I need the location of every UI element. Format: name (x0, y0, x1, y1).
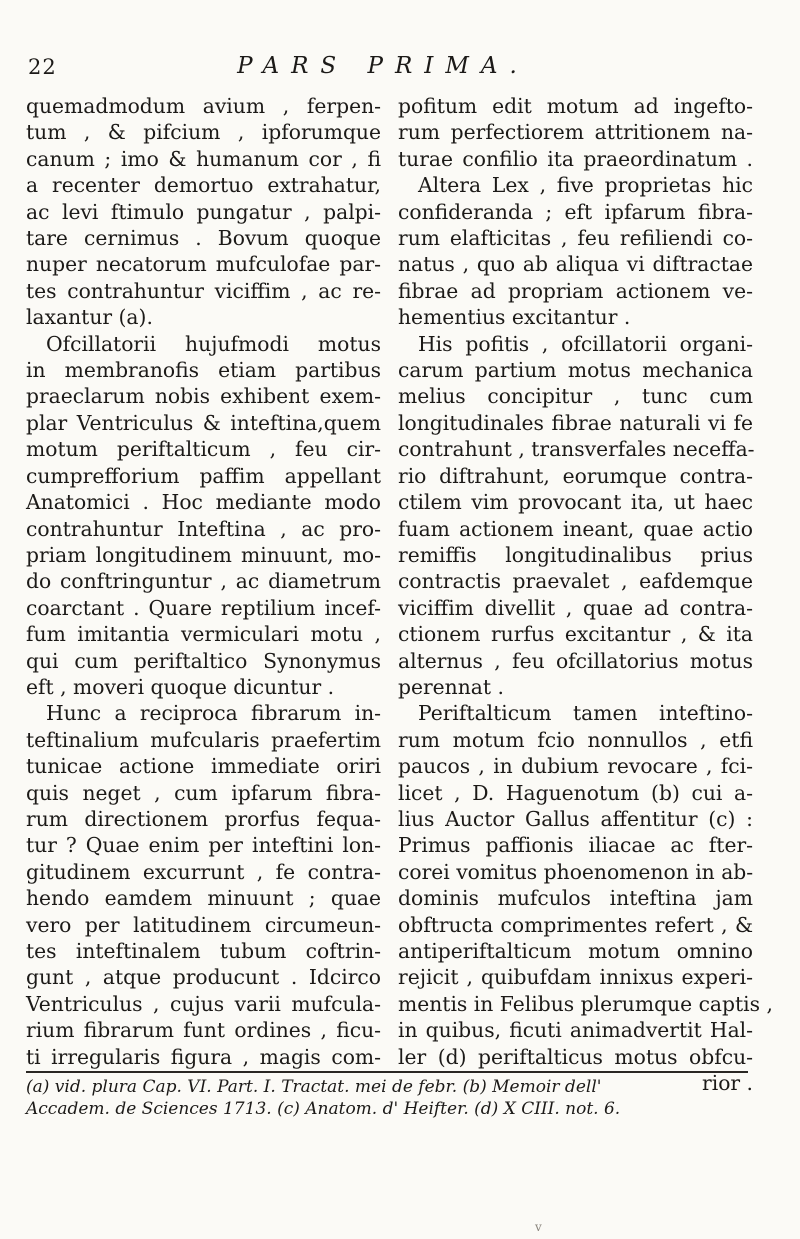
text-line: remiffis longitudinalibus prius (398, 542, 753, 567)
text-line: rum perfectiorem attritionem na- (398, 120, 753, 145)
text-line: obftructa comprimentes refert , & (398, 912, 753, 937)
text-line: tes inteftinalem tubum coftrin- (26, 939, 381, 963)
text-line: Ventriculus , cujus varii mufcula- (26, 991, 381, 1016)
text-line: mentis in Felibus plerumque captis , (398, 991, 773, 1016)
text-line: priam longitudinem minuunt, mo- (26, 542, 381, 567)
text-line: melius concipitur , tunc cum (398, 384, 753, 409)
text-line: tur ? Quae enim per inteftini lon- (26, 833, 381, 858)
text-line: in quibus, ficuti animadvertit Hal- (398, 1018, 753, 1043)
footnote-rule (26, 1071, 748, 1073)
footnotes (26, 1076, 754, 1120)
text-line: Altera Lex , five proprietas hic (418, 173, 753, 198)
right-column (398, 93, 773, 1096)
text-line: Primus paffionis iliacae ac fter- (398, 833, 753, 858)
text-line: tes contrahuntur viciffim , ac re- (26, 278, 381, 303)
text-line: rior . (702, 1071, 753, 1096)
text-line: His pofitis , ofcillatorii organi- (418, 331, 753, 356)
text-line: contrahunt , transverfales neceffa- (398, 437, 755, 462)
text-line: paucos , in dubium revocare , fci- (398, 754, 753, 779)
text-line: fum imitantia vermiculari motu , (26, 622, 381, 647)
text-line: contractis praevalet , eafdemque (398, 569, 753, 594)
page-header (28, 55, 748, 87)
text-line: Hunc a reciproca fibrarum in- (46, 701, 381, 726)
text-line: quemadmodum avium , ferpen- (26, 94, 381, 118)
text-line: rio diftrahunt, eorumque contra- (398, 463, 753, 488)
text-line: carum partium motus mechanica (398, 358, 753, 383)
text-line: gitudinem excurrunt , fe contra- (26, 859, 381, 884)
text-line: laxantur (a). (26, 305, 153, 330)
text-line: eft , moveri quoque dicuntur . (26, 674, 335, 699)
text-line: longitudinales fibrae naturali vi fe (398, 410, 753, 435)
text-line: in membranofis etiam partibus (26, 358, 381, 383)
text-line: rum directionem prorfus fequa- (26, 806, 381, 831)
text-line: praeclarum nobis exhibent exem- (26, 384, 381, 409)
text-line: Periftalticum tamen inteftino- (418, 701, 753, 726)
text-line: ctionem rurfus excitantur , & ita (398, 622, 753, 647)
text-line: Ofcillatorii hujufmodi motus (46, 331, 381, 356)
text-line: coarctant . Quare reptilium incef- (26, 595, 381, 620)
text-line: viciffim divellit , quae ad contra- (398, 595, 753, 620)
text-line: perennat . (398, 674, 504, 699)
text-line: rum motum fcio nonnullos , etfi (398, 727, 753, 752)
text-line: dominis mufculos inteftina jam (398, 886, 753, 911)
text-line: confideranda ; eft ipfarum fibra- (398, 199, 753, 224)
text-line: pofitum edit motum ad ingefto- (398, 94, 753, 118)
page-number: 22 (28, 55, 57, 79)
text-line: ac levi ftimulo pungatur , palpi- (26, 199, 381, 224)
text-line: turae confilio ita praeordinatum . (398, 146, 753, 171)
left-column (26, 93, 381, 1070)
footnote-line: Accadem. de Sciences 1713. (c) Anatom. d' Heifter. (d) X CIII. not. 6. (26, 1099, 621, 1119)
text-line: do conftringuntur , ac diametrum (26, 569, 381, 594)
text-line: canum ; imo & humanum cor , fi (26, 146, 381, 171)
text-line: nuper necatorum mufculofae par- (26, 252, 381, 277)
text-line: ler (d) periftalticus motus obfcu- (398, 1044, 753, 1069)
text-line: ti irregularis figura , magis com- (26, 1044, 381, 1069)
text-line: plar Ventriculus & inteftina,quem (26, 410, 381, 435)
text-line: hementius excitantur . (398, 305, 631, 330)
text-line: quis neget , cum ipfarum fibra- (26, 780, 381, 805)
text-line: contrahuntur Inteftina , ac pro- (26, 516, 381, 541)
text-line: Anatomici . Hoc mediante modo (26, 490, 381, 515)
stray-mark: v (535, 1220, 542, 1234)
text-line: antiperiftalticum motum omnino (398, 939, 753, 963)
text-line: rejicit , quibufdam innixus experi- (398, 965, 753, 990)
footnote-line: (a) vid. plura Cap. VI. Part. I. Tractat. mei de febr. (b) Memoir dell' (26, 1077, 602, 1097)
text-line: qui cum periftaltico Synonymus (26, 648, 381, 673)
text-line: tum , & pifcium , ipforumque (26, 120, 381, 145)
text-line: ctilem vim provocant ita, ut haec (398, 490, 753, 515)
text-line: cumprefforium paffim appellant (26, 463, 381, 488)
text-line: rum elafticitas , feu refiliendi co- (398, 226, 753, 251)
text-line: gunt , atque producunt . Idcirco (26, 965, 381, 990)
text-line: vero per latitudinem circumeun- (26, 912, 381, 937)
text-line: tunicae actione immediate oriri (26, 754, 381, 779)
text-line: fuam actionem ineant, quae actio (398, 516, 753, 541)
text-line: licet , D. Haguenotum (b) cui a- (398, 780, 753, 805)
text-line: a recenter demortuo extrahatur, (26, 173, 381, 198)
text-line: corei vomitus phoenomenon in ab- (398, 859, 754, 884)
text-line: rium fibrarum funt ordines , ficu- (26, 1018, 381, 1043)
running-title: PARS PRIMA. (237, 53, 529, 79)
text-line: motum periftalticum , feu cir- (26, 437, 381, 462)
text-line: fibrae ad propriam actionem ve- (398, 278, 753, 303)
text-line: alternus , feu ofcillatorius motus (398, 648, 753, 673)
text-line: natus , quo ab aliqua vi diftractae (398, 252, 753, 277)
text-line: teftinalium mufcularis praefertim (26, 727, 381, 752)
text-line: hendo eamdem minuunt ; quae (26, 886, 381, 911)
text-line: lius Auctor Gallus affentitur (c) : (398, 806, 753, 831)
text-line: tare cernimus . Bovum quoque (26, 226, 381, 251)
